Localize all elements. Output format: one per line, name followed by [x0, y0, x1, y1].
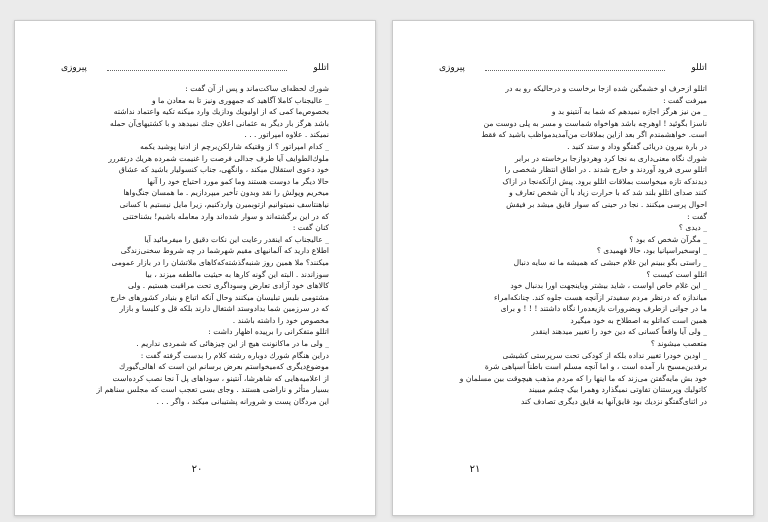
text-line: نیاهنتاسف نمیتوانیم ازتوبمیرن واردکنیم، زیرا مایل نیستیم با کسانی [119, 199, 329, 209]
text-line: این مردگان پست و شرورانه پشتیبانی میکند ، واگر . . . [156, 397, 329, 407]
text-line: احوال پرسی میکنند . نجا در حینی که سوار قایق میشد بر فیقش [506, 199, 707, 209]
right-page-number: ٢١ [469, 464, 481, 475]
left-running-chapter: پیروزی [61, 63, 87, 73]
text-line: سوزاندند . البته این گونه کارها به حیثیت مالطفه میزند ، بیا [145, 269, 329, 279]
left-page-text [61, 83, 329, 457]
text-line: میرفت گفت : [663, 95, 707, 105]
text-line: میکنند؟ ملا همین روز شنبه‌گذشته‌که‌کاهای ملاتشان را در بازار عمومی [111, 257, 329, 267]
text-line: باشد هرگز بار دیگر به عثمانی اعلان جنك نمیدهد و با کشتیهای‌آن حمله [110, 118, 329, 128]
text-line: _ راستی بگو ببینم این غلام حبشی که همیشه ما نه سایه دنبال [513, 257, 707, 267]
text-line: بسیار متأثر و ناراضی هستند . وجای بسی تعجب است که مجلس سناهم از [96, 385, 329, 395]
text-line: _ این غلام خاص اواست ، شاید بیشتر وباینجهت اورا بدنبال خود [510, 281, 707, 291]
text-line: کاتولیك وپرستنان تفاوتی نمیگذارد وهمرا بیک چشم میبیند [528, 385, 707, 395]
right-running-chapter: پیروزی [439, 63, 465, 73]
text-line: اتللو سری فرود آوردند و خارج شدند . در اطاق انتظار شخصی را [504, 165, 707, 175]
text-line: است. خواهشمندم اگر بعد ازاین بملاقات من‌آمدید‌مواظب باشید که فقط [481, 130, 707, 140]
text-line: کالاهای خود آزادی تعارض وسوداگری تحت مراقبت هستیم . ولی [128, 281, 329, 291]
text-line: _ دیدی ؟ [678, 223, 707, 233]
text-line: بخصوص‌ما کمی که از اولیویك ودازیك وارد میکنه تکیه واعتماد نداشته [113, 107, 329, 117]
text-line: _ ولی ما در ماکانونت هیچ از این چیزهائی که شمردی نداریم . [136, 339, 329, 349]
text-line: _ کدام امپراتور ؟ از وقتیکه شارلکن‌برچم از ادنیا پوشید یکمه [140, 141, 329, 151]
text-line: اتللو است کیست ؟ [646, 269, 707, 279]
left-page [14, 20, 376, 516]
text-line: _ اوسخیراسپانیا بود، حالا فهمیدی ؟ [596, 246, 707, 256]
right-running-title: اتللو [691, 63, 707, 73]
text-line: _ من نیز هرگز اجازه نمیدهم که شما به آنتینو بد و [551, 107, 707, 117]
text-line: مخصوص خود را داشته باشند . [232, 315, 329, 325]
header-dotted-rule [107, 70, 287, 71]
right-page-header [439, 63, 707, 77]
text-line: شورك لحظه‌ای ساکت‌ماند و پس از آن گفت : [185, 84, 329, 93]
text-line: _ مگرآن شخص که بود ؟ [629, 234, 707, 244]
text-line: میاندازه که درنظر مردم سفیدتر ازآنچه هست جلوه کند. چنانکه‌امراء [494, 292, 707, 302]
text-line: در بارة بیرون دریائی گفتگو وداد و ستد کنید . [567, 141, 707, 151]
text-line: اتللو متفکرانی را برپیده اظهار داشت : [208, 327, 329, 337]
text-line: اطلاع دارید که آلمانیهای مقیم شهرشما در چه شروط سخنی‌زندگی [120, 246, 329, 256]
text-line: دراین هنگام شورك دوباره رشته کلام را بدست گرفته گفت : [140, 350, 329, 360]
text-line: کنند صدای اتللو بلند شد که با حرارت زیاد با آن شخص تعارف و [509, 188, 707, 198]
text-line: _ اودین خودرا تغییر نداده بلکه از کودکی تحت سرپرستی کشیشی [502, 350, 707, 360]
text-line: برفدین‌مسیح بار آمده است ، و اما آنچه مسلم است باطناً اسپاهی شرة [484, 362, 707, 372]
text-line: ملوك‌الطوایف آیا طرف جدالی فرصت را غنیمت شمرده هریك درتقررر [108, 153, 329, 163]
right-page [392, 20, 754, 516]
text-line: که در سرزمین شما بدادوستد اشتغال دارند بلکه قل و کلیسا و بازار [119, 304, 329, 314]
text-line: ما در جوانی ازطرف وبضرورات بازیعده‌را نگاه داشتند ! ! ! و برای [500, 304, 707, 314]
text-line: کنان گفت : [292, 223, 329, 233]
text-line: حالا دیگر ما دوست هستند وما کمو مورد احتیاج خود را آنها [147, 176, 329, 186]
left-page-number: ٢٠ [191, 464, 203, 475]
text-line: متعصب میشوند ؟ [650, 339, 707, 349]
text-line: در اثنای‌گفتگو نزدیك بود قایق‌آنها به قایق دیگری تصادف کند [520, 397, 707, 407]
text-line: _ عالیجناب کاملا آگاهید که جمهوری ونیز تا به معادن ما و [151, 95, 329, 105]
right-page-text [439, 83, 707, 457]
left-page-header [61, 63, 329, 77]
text-line: اتللو ازحرف او خشمگین شده ازجا برخاست و درحالیکه رو به در [505, 84, 707, 93]
text-line: مشتومی بلیس تبلیسان میکنند وحال آنکه اتباع و بنیادر کشورهای خارج [110, 292, 329, 302]
text-line: _ ولی آیا واقعاً کسانی که دین خود را تغییر میدهند اینقدر [531, 327, 707, 337]
text-line: دیدند‌که تازه میخواست بملاقات اتللو برود. پیش ازآنکه‌نجا در ازاک [502, 176, 707, 186]
text-line: موضوع‌دیگری که‌میخواستم بعرض برسانم این است که اهالی‌گیورك [118, 362, 329, 372]
text-line: میخریم وپولش را نقد وبدون تأخیر میپردازیم . ما همسان جنگ‌واها [123, 188, 329, 198]
text-line: از اعلامیه‌هایی که شاهرشا، آنتینو ، سوداهای پل آ نجا نصب کرده‌است [112, 373, 329, 383]
text-line: ناسزا بگوئید ! اوهرچه باشد هواخواه شماست و مسر به پلی دوست من [483, 118, 707, 128]
text-line: شورك نگاه معنی‌داری به نجا کرد وهردوازجا برخاسته در برابر [514, 153, 707, 163]
left-running-title: اتللو [313, 63, 329, 73]
text-line: همین است که‌اتلو به اصطلاح به خود میگیرد [570, 315, 707, 325]
header-dotted-rule [485, 70, 665, 71]
text-line: خود بش مایه‌گفتن می‌زند که ما اینها را که مردم مذهب هیچوقت بین مسلمان و [459, 373, 707, 383]
text-line: گفت : [687, 211, 707, 221]
text-line: _ عالیجناب که اینقدر رعایت این نکات دقیق را میفرمائید آیا [144, 234, 329, 244]
text-line: که در این برگشته‌اند و سوار شده‌اند وارد معامله باشیم! بشناختنی [122, 211, 329, 221]
text-line: نمیکند . علاوه امپراتور . . . [244, 130, 329, 140]
text-line: خود دعوی استقلال میکند ، وانگهی، جناب کنسولیار باشید که عشاق [118, 165, 329, 175]
